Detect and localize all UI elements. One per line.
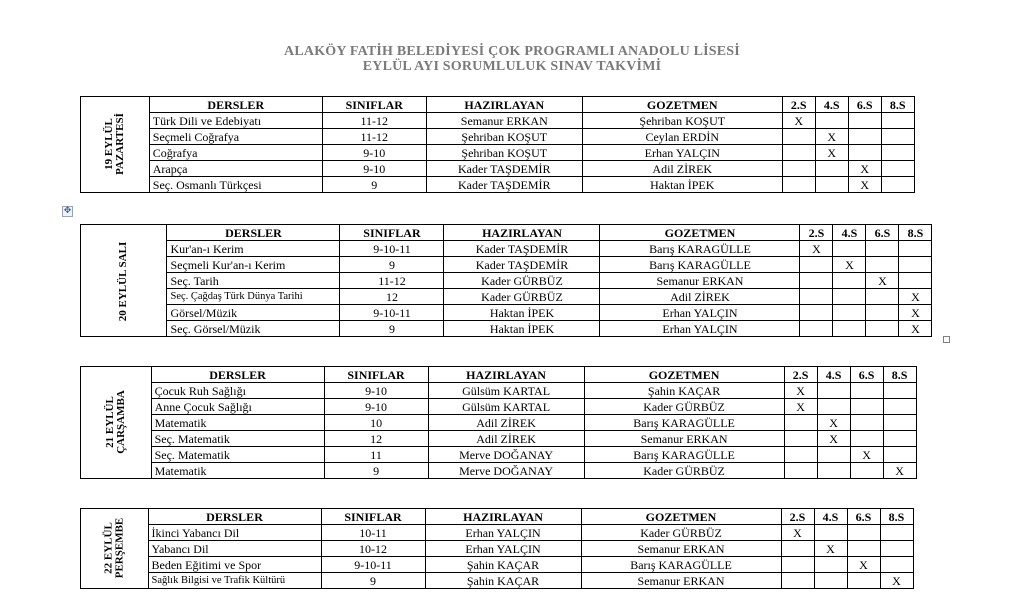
day-label — [103, 518, 125, 579]
hazirlayan-cell: Erhan YALÇIN — [425, 541, 581, 557]
hazirlayan-cell: Gülsüm KARTAL — [428, 383, 584, 399]
gozetmen-cell: Barış KARAGÜLLE — [581, 557, 781, 573]
column-header-s8: 8.S — [899, 225, 932, 241]
table-header-row — [81, 509, 914, 525]
gozetmen-cell: Erhan YALÇIN — [600, 305, 800, 321]
sinav-4-cell: X — [833, 257, 866, 273]
table-row — [81, 273, 932, 289]
sinav-6-cell — [847, 573, 880, 589]
ders-cell: Coğrafya — [149, 145, 322, 161]
day-label-line1: 19 EYLÜL — [102, 118, 115, 170]
hazirlayan-cell: Erhan YALÇIN — [425, 525, 581, 541]
sinif-cell: 12 — [324, 431, 428, 447]
hazirlayan-cell: Adil ZİREK — [428, 415, 584, 431]
sinav-6-cell — [847, 525, 880, 541]
table-row — [81, 161, 915, 177]
column-header-gozetmen: GOZETMEN — [581, 509, 781, 525]
table-row — [81, 241, 932, 257]
day-label-line2: PERŞEMBE — [113, 517, 126, 579]
sinav-8-cell: X — [880, 573, 913, 589]
table-row — [81, 289, 932, 305]
sinav-2-cell: X — [782, 113, 815, 129]
gozetmen-cell: Barış KARAGÜLLE — [584, 447, 784, 463]
schedule-table — [80, 508, 914, 589]
ders-cell: Seçmeli Coğrafya — [149, 129, 322, 145]
table-header-row — [81, 97, 915, 113]
sinav-8-cell — [883, 415, 916, 431]
sinav-8-cell — [880, 541, 913, 557]
gozetmen-cell: Ceylan ERDİN — [582, 129, 782, 145]
sinif-cell: 9 — [324, 463, 428, 479]
ders-cell: Seç. Görsel/Müzik — [167, 321, 340, 337]
sinav-2-cell — [784, 415, 817, 431]
sinav-4-cell: X — [817, 431, 850, 447]
sinif-cell: 9-10-11 — [340, 241, 444, 257]
sinav-4-cell — [815, 177, 848, 193]
day-label-line1: 20 EYLÜL SALI — [117, 241, 130, 321]
sinif-cell: 10-11 — [321, 525, 425, 541]
ders-cell: Kur'an-ı Kerim — [167, 241, 340, 257]
column-header-dersler: DERSLER — [148, 509, 321, 525]
hazirlayan-cell: Merve DOĞANAY — [428, 447, 584, 463]
column-header-s2: 2.S — [800, 225, 833, 241]
sinav-8-cell — [881, 113, 914, 129]
column-header-s4: 4.S — [817, 367, 850, 383]
sinif-cell: 10 — [324, 415, 428, 431]
column-header-s4: 4.S — [833, 225, 866, 241]
sinif-cell: 10-12 — [321, 541, 425, 557]
hazirlayan-cell: Merve DOĞANAY — [428, 463, 584, 479]
table-header-row — [81, 225, 932, 241]
sinav-2-cell — [781, 573, 814, 589]
hazirlayan-cell: Gülsüm KARTAL — [428, 399, 584, 415]
hazirlayan-cell: Kader GÜRBÜZ — [444, 289, 600, 305]
gozetmen-cell: Barış KARAGÜLLE — [584, 415, 784, 431]
sinav-8-cell: X — [883, 463, 916, 479]
column-header-s6: 6.S — [847, 509, 880, 525]
sinav-4-cell: X — [815, 129, 848, 145]
sinif-cell: 9 — [322, 177, 426, 193]
gozetmen-cell: Semanur ERKAN — [584, 431, 784, 447]
table-row — [81, 305, 932, 321]
sinav-6-cell: X — [848, 177, 881, 193]
move-handle-icon[interactable]: ✥ — [63, 206, 72, 216]
sinav-4-cell: X — [817, 415, 850, 431]
schedule-table — [80, 366, 917, 479]
sinav-8-cell — [883, 399, 916, 415]
sinav-2-cell — [782, 161, 815, 177]
day-label-cell — [81, 509, 149, 589]
sinav-2-cell — [800, 289, 833, 305]
column-header-s6: 6.S — [850, 367, 883, 383]
gozetmen-cell: Adil ZİREK — [582, 161, 782, 177]
column-header-s8: 8.S — [881, 97, 914, 113]
gozetmen-cell: Şehriban KOŞUT — [582, 113, 782, 129]
ders-cell: Türk Dili ve Edebiyatı — [149, 113, 322, 129]
table-row — [81, 415, 917, 431]
sinav-8-cell — [881, 161, 914, 177]
sinav-2-cell: X — [800, 241, 833, 257]
column-header-hazirlayan: HAZIRLAYAN — [444, 225, 600, 241]
gozetmen-cell: Barış KARAGÜLLE — [600, 241, 800, 257]
sinav-4-cell — [817, 447, 850, 463]
sinav-2-cell — [800, 273, 833, 289]
sinav-6-cell — [847, 541, 880, 557]
gozetmen-cell: Erhan YALÇIN — [600, 321, 800, 337]
column-header-dersler: DERSLER — [167, 225, 340, 241]
sinav-2-cell: X — [784, 399, 817, 415]
ders-cell: Yabancı Dil — [148, 541, 321, 557]
gozetmen-cell: Barış KARAGÜLLE — [600, 257, 800, 273]
sinav-6-cell — [848, 129, 881, 145]
sinav-4-cell — [815, 113, 848, 129]
hazirlayan-cell: Haktan İPEK — [444, 321, 600, 337]
document-subtitle: EYLÜL AYI SORUMLULUK SINAV TAKVİMİ — [362, 59, 662, 74]
hazirlayan-cell: Kader GÜRBÜZ — [444, 273, 600, 289]
sinif-cell: 9 — [321, 573, 425, 589]
column-header-s4: 4.S — [814, 509, 847, 525]
sinav-4-cell — [814, 573, 847, 589]
hazirlayan-cell: Şahin KAÇAR — [425, 573, 581, 589]
sinav-8-cell — [883, 447, 916, 463]
column-header-s2: 2.S — [784, 367, 817, 383]
table-row — [81, 431, 917, 447]
column-header-siniflar: SINIFLAR — [322, 97, 426, 113]
sinif-cell: 9-10 — [324, 399, 428, 415]
sinav-6-cell: X — [850, 447, 883, 463]
ders-cell: Matematik — [151, 463, 324, 479]
gozetmen-cell: Şahin KAÇAR — [584, 383, 784, 399]
gozetmen-cell: Adil ZİREK — [600, 289, 800, 305]
day-label-line1: 21 EYLÜL — [103, 396, 116, 448]
sinav-8-cell — [883, 431, 916, 447]
ders-cell: Matematik — [151, 415, 324, 431]
sinif-cell: 9-10 — [324, 383, 428, 399]
ders-cell: Seç. Osmanlı Türkçesi — [149, 177, 322, 193]
column-header-dersler: DERSLER — [149, 97, 322, 113]
sinav-6-cell — [866, 305, 899, 321]
sinav-2-cell — [784, 463, 817, 479]
sinav-6-cell — [866, 289, 899, 305]
day-label-cell — [81, 97, 150, 193]
ders-cell: Anne Çocuk Sağlığı — [151, 399, 324, 415]
sinav-4-cell — [833, 321, 866, 337]
table-row — [81, 321, 932, 337]
column-header-gozetmen: GOZETMEN — [582, 97, 782, 113]
sinav-2-cell — [781, 557, 814, 573]
sinif-cell: 11-12 — [322, 129, 426, 145]
column-header-dersler: DERSLER — [151, 367, 324, 383]
sinav-8-cell: X — [899, 305, 932, 321]
column-header-siniflar: SINIFLAR — [321, 509, 425, 525]
hazirlayan-cell: Şehriban KOŞUT — [426, 145, 582, 161]
schedule-table — [80, 96, 915, 193]
table-row — [81, 383, 917, 399]
hazirlayan-cell: Şehriban KOŞUT — [426, 129, 582, 145]
sinav-4-cell — [833, 241, 866, 257]
ders-cell: Çocuk Ruh Sağlığı — [151, 383, 324, 399]
sinif-cell: 12 — [340, 289, 444, 305]
sinif-cell: 9-10 — [322, 161, 426, 177]
sinav-6-cell — [850, 415, 883, 431]
sinav-2-cell: X — [781, 525, 814, 541]
table-header-row — [81, 367, 917, 383]
ders-cell: Seçmeli Kur'an-ı Kerim — [167, 257, 340, 273]
hazirlayan-cell: Kader TAŞDEMİR — [426, 177, 582, 193]
sinav-2-cell — [784, 431, 817, 447]
sinav-8-cell — [883, 383, 916, 399]
gozetmen-cell: Kader GÜRBÜZ — [584, 399, 784, 415]
day-label — [118, 241, 129, 320]
table-row — [81, 573, 914, 589]
sinav-2-cell — [781, 541, 814, 557]
day-label — [105, 390, 127, 454]
gozetmen-cell: Kader GÜRBÜZ — [584, 463, 784, 479]
day-label-line1: 22 EYLÜL — [102, 522, 115, 574]
sinav-6-cell — [848, 113, 881, 129]
gozetmen-cell: Haktan İPEK — [582, 177, 782, 193]
sinav-4-cell — [815, 161, 848, 177]
sinav-4-cell — [817, 463, 850, 479]
sinav-8-cell — [880, 557, 913, 573]
day-schedule-block — [80, 96, 915, 193]
sinav-6-cell — [850, 383, 883, 399]
ders-cell: Seç. Matematik — [151, 447, 324, 463]
table-row — [81, 145, 915, 161]
table-row — [81, 463, 917, 479]
sinav-8-cell — [881, 129, 914, 145]
sinav-6-cell — [848, 145, 881, 161]
table-row — [81, 447, 917, 463]
sinav-4-cell: X — [815, 145, 848, 161]
hazirlayan-cell: Şahin KAÇAR — [425, 557, 581, 573]
gozetmen-cell: Semanur ERKAN — [581, 541, 781, 557]
sinif-cell: 9-10-11 — [340, 305, 444, 321]
ders-cell: Görsel/Müzik — [167, 305, 340, 321]
sinav-4-cell: X — [814, 541, 847, 557]
sinav-6-cell — [850, 399, 883, 415]
day-label-cell — [81, 225, 167, 337]
column-header-gozetmen: GOZETMEN — [584, 367, 784, 383]
ders-cell: Beden Eğitimi ve Spor — [148, 557, 321, 573]
sinav-6-cell — [866, 257, 899, 273]
column-header-s2: 2.S — [781, 509, 814, 525]
hazirlayan-cell: Kader TAŞDEMİR — [444, 257, 600, 273]
sinav-8-cell — [899, 241, 932, 257]
column-header-s4: 4.S — [815, 97, 848, 113]
column-header-hazirlayan: HAZIRLAYAN — [428, 367, 584, 383]
gozetmen-cell: Semanur ERKAN — [600, 273, 800, 289]
ders-cell: Sağlık Bilgisi ve Trafik Kültürü — [148, 573, 321, 589]
sinav-4-cell — [833, 289, 866, 305]
sinav-8-cell — [881, 177, 914, 193]
hazirlayan-cell: Haktan İPEK — [444, 305, 600, 321]
sinav-2-cell — [800, 305, 833, 321]
column-header-hazirlayan: HAZIRLAYAN — [425, 509, 581, 525]
sinif-cell: 11-12 — [322, 113, 426, 129]
ders-cell: Arapça — [149, 161, 322, 177]
sinav-2-cell — [800, 321, 833, 337]
day-label-line2: ÇARŞAMBA — [114, 390, 127, 454]
column-header-hazirlayan: HAZIRLAYAN — [426, 97, 582, 113]
sinav-8-cell — [899, 273, 932, 289]
day-label — [104, 113, 126, 175]
sinav-4-cell — [814, 525, 847, 541]
column-header-gozetmen: GOZETMEN — [600, 225, 800, 241]
sinif-cell: 9-10 — [322, 145, 426, 161]
sinav-8-cell — [880, 525, 913, 541]
ders-cell: İkinci Yabancı Dil — [148, 525, 321, 541]
sinav-2-cell — [782, 177, 815, 193]
column-header-siniflar: SINIFLAR — [324, 367, 428, 383]
table-row — [81, 177, 915, 193]
sinif-cell: 9 — [340, 257, 444, 273]
sinav-8-cell — [881, 145, 914, 161]
day-label-cell — [81, 367, 152, 479]
sinif-cell: 9 — [340, 321, 444, 337]
gozetmen-cell: Semanur ERKAN — [581, 573, 781, 589]
column-header-s2: 2.S — [782, 97, 815, 113]
table-row — [81, 525, 914, 541]
hazirlayan-cell: Semanur ERKAN — [426, 113, 582, 129]
table-row — [81, 113, 915, 129]
resize-handle-icon[interactable] — [943, 336, 950, 343]
sinav-2-cell — [782, 129, 815, 145]
day-schedule-block — [80, 224, 932, 337]
column-header-s8: 8.S — [880, 509, 913, 525]
table-row — [81, 257, 932, 273]
column-header-s8: 8.S — [883, 367, 916, 383]
hazirlayan-cell: Kader TAŞDEMİR — [426, 161, 582, 177]
ders-cell: Seç. Tarih — [167, 273, 340, 289]
sinav-6-cell — [850, 431, 883, 447]
document-title: ALAKÖY FATİH BELEDİYESİ ÇOK PROGRAMLI ANADOLU LİSESİ — [284, 44, 740, 59]
day-label-line2: PAZARTESİ — [113, 113, 126, 175]
sinav-6-cell — [866, 321, 899, 337]
table-row — [81, 129, 915, 145]
sinav-6-cell: X — [847, 557, 880, 573]
gozetmen-cell: Erhan YALÇIN — [582, 145, 782, 161]
sinav-6-cell: X — [866, 273, 899, 289]
column-header-siniflar: SINIFLAR — [340, 225, 444, 241]
sinav-4-cell — [833, 273, 866, 289]
schedule-table — [80, 224, 932, 337]
day-schedule-block — [80, 366, 917, 479]
table-row — [81, 557, 914, 573]
ders-cell: Seç. Matematik — [151, 431, 324, 447]
sinav-4-cell — [817, 399, 850, 415]
ders-cell: Seç. Çağdaş Türk Dünya Tarihi — [167, 289, 340, 305]
sinav-6-cell — [850, 463, 883, 479]
sinav-2-cell — [800, 257, 833, 273]
sinav-2-cell — [784, 447, 817, 463]
sinav-6-cell — [866, 241, 899, 257]
hazirlayan-cell: Kader TAŞDEMİR — [444, 241, 600, 257]
sinav-2-cell — [782, 145, 815, 161]
sinav-8-cell: X — [899, 289, 932, 305]
column-header-s6: 6.S — [848, 97, 881, 113]
sinav-4-cell — [814, 557, 847, 573]
gozetmen-cell: Kader GÜRBÜZ — [581, 525, 781, 541]
table-row — [81, 399, 917, 415]
sinav-8-cell: X — [899, 321, 932, 337]
hazirlayan-cell: Adil ZİREK — [428, 431, 584, 447]
sinav-2-cell: X — [784, 383, 817, 399]
sinav-4-cell — [817, 383, 850, 399]
table-row — [81, 541, 914, 557]
day-schedule-block — [80, 508, 914, 589]
sinif-cell: 11-12 — [340, 273, 444, 289]
column-header-s6: 6.S — [866, 225, 899, 241]
sinif-cell: 11 — [324, 447, 428, 463]
sinav-4-cell — [833, 305, 866, 321]
sinav-8-cell — [899, 257, 932, 273]
sinif-cell: 9-10-11 — [321, 557, 425, 573]
sinav-6-cell: X — [848, 161, 881, 177]
